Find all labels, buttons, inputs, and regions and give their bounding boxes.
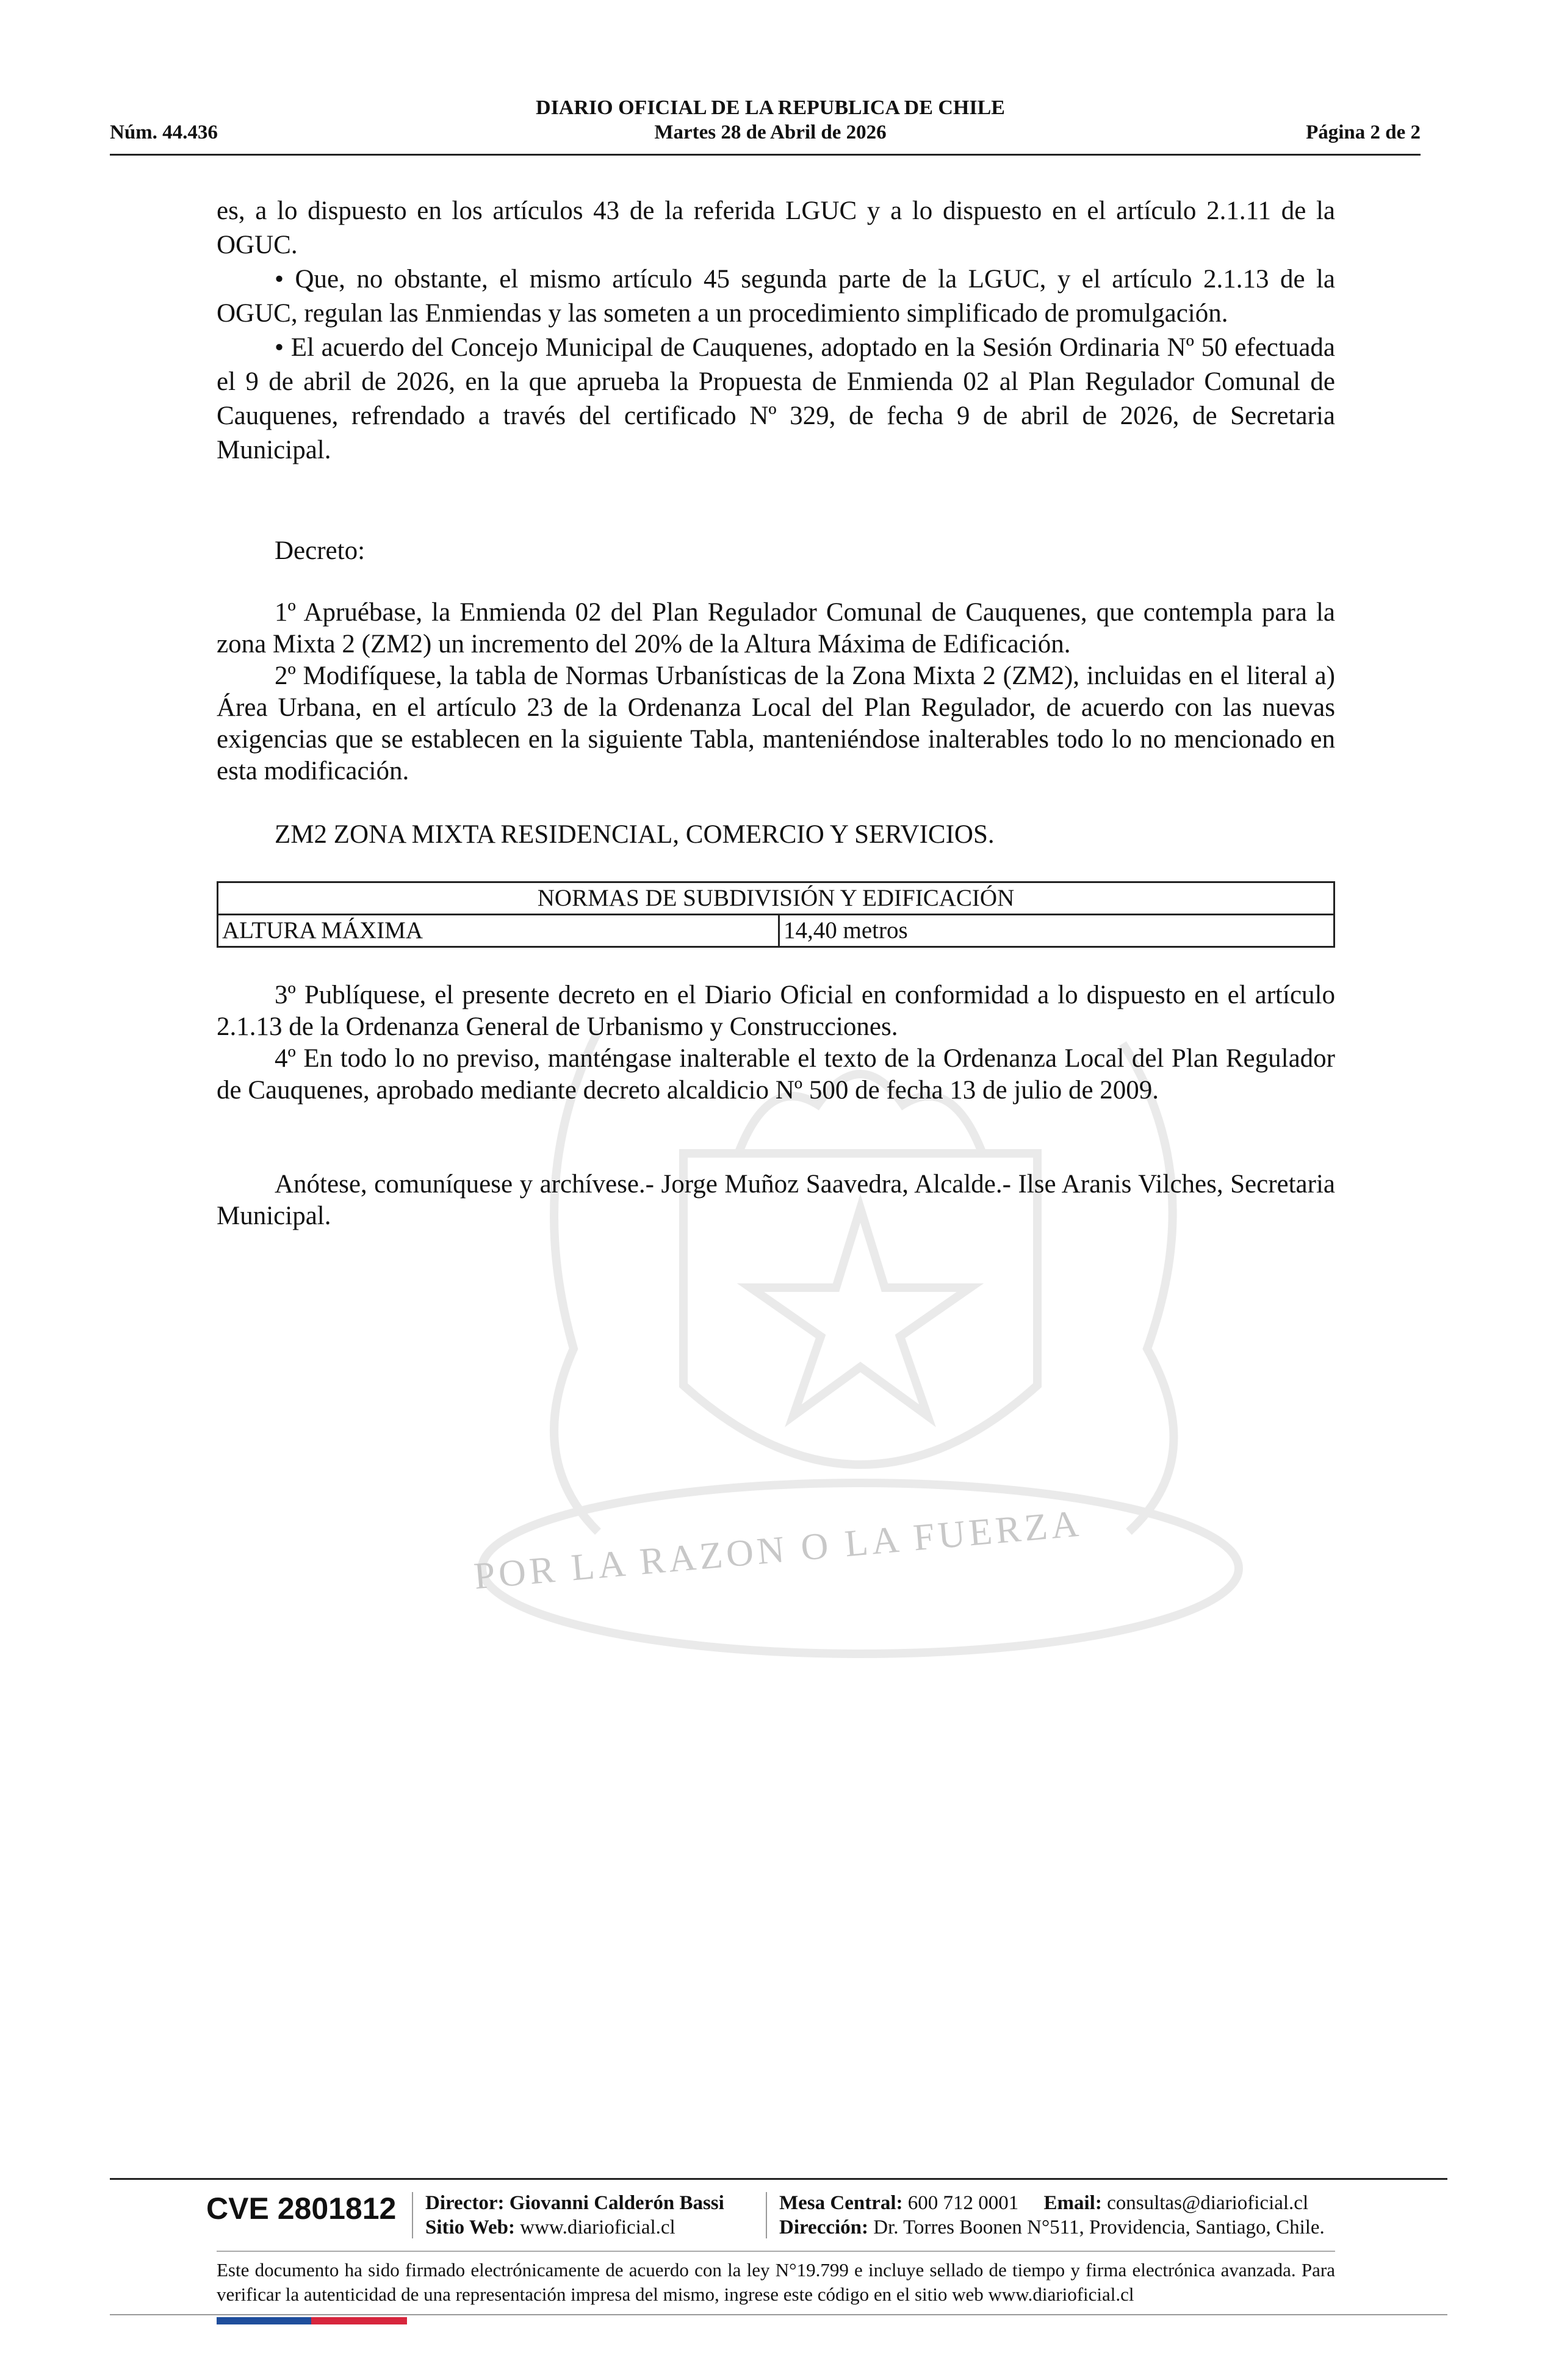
watermark-motto: POR LA RAZON O LA FUERZA [472, 1502, 1084, 1598]
table-row [218, 915, 1334, 947]
director-label: Director: [425, 2192, 505, 2214]
footer-separator [412, 2192, 413, 2238]
address-label: Dirección: [779, 2216, 869, 2238]
website-link[interactable]: www.diarioficial.cl [520, 2216, 675, 2238]
cve-code: CVE 2801812 [206, 2191, 397, 2226]
phone-label: Mesa Central: [779, 2192, 903, 2214]
decreto-heading-block [217, 534, 1335, 568]
phone-value: 600 712 0001 [907, 2192, 1019, 2214]
director-name: Giovanni Calderón Bassi [509, 2192, 724, 2214]
contact-line [779, 2191, 1308, 2215]
flag-stripe-blue [217, 2317, 311, 2324]
flag-stripe-red [311, 2317, 407, 2324]
closing-block [217, 1169, 1335, 1232]
zone-title: ZM2 ZONA MIXTA RESIDENCIAL, COMERCIO Y SERVICIOS. [275, 820, 995, 849]
issue-number: Núm. 44.436 [110, 121, 218, 143]
director-line [425, 2191, 724, 2215]
footer-bottom-divider [110, 2314, 1447, 2315]
table-header: NORMAS DE SUBDIVISIÓN Y EDIFICACIÓN [218, 882, 1334, 915]
paragraph-continuation: es, a lo dispuesto en los artículos 43 de la referida LGUC y a lo dispuesto en el artículo 2.1.11 de la OGUC. [217, 197, 1335, 259]
article-3: 3º Publíquese, el presente decreto en el Diario Oficial en conformidad a lo dispuesto en el artículo 2.1.13 de la Ordenanza General de Urbanismo y Construcciones. [217, 981, 1335, 1041]
newspaper-title: DIARIO OFICIAL DE LA REPUBLICA DE CHILE [536, 96, 1005, 119]
table-cell-value: 14,40 metros [779, 915, 1334, 947]
signature-disclaimer: Este documento ha sido firmado electrónicamente de acuerdo con la ley N°19.799 e incluye sellado de tiempo y firma electrónica avanzada. Para verificar la autenticidad de una representación impresa del mismo, ingrese este código en el sitio web www.diarioficial.cl [217, 2259, 1335, 2305]
zone-title-block [217, 818, 1335, 852]
header-divider [110, 154, 1421, 156]
paragraph-council-agreement: • El acuerdo del Concejo Municipal de Cauquenes, adoptado en la Sesión Ordinaria Nº 50 efectuada el 9 de abril de 2026, en la que aprueba la Propuesta de Enmienda 02 al Plan Regulador Comunal de Cauquenes, refrendado a través del certificado Nº 329, de fecha 9 de abril de 2026, de Secretaria Municipal. [217, 333, 1335, 464]
paragraph-whereas-enmiendas: • Que, no obstante, el mismo artículo 45 segunda parte de la LGUC, y el artículo 2.1.13 de la OGUC, regulan las Enmiendas y las someten a un procedimiento simplificado de promulgación. [217, 265, 1335, 328]
email-link[interactable]: consultas@diarioficial.cl [1107, 2192, 1309, 2214]
article-1: 1º Apruébase, la Enmienda 02 del Plan Regulador Comunal de Cauquenes, que contempla para la zona Mixta 2 (ZM2) un incremento del 20% de la Altura Máxima de Edificación. [217, 598, 1335, 658]
page-indicator: Página 2 de 2 [1306, 121, 1421, 143]
email-label: Email: [1043, 2192, 1102, 2214]
norms-table [217, 881, 1335, 948]
website-line [425, 2215, 675, 2240]
footer-separator-2 [766, 2192, 767, 2238]
footer-divider [110, 2178, 1447, 2180]
article-2: 2º Modifíquese, la tabla de Normas Urbanísticas de la Zona Mixta 2 (ZM2), incluidas en el literal a) Área Urbana, en el artículo 23 de la Ordenanza Local del Plan Regulador, de acuerdo con las nuevas exigencias que se establecen en la siguiente Tabla, manteniéndose inalterables todo lo no mencionado en esta modificación. [217, 662, 1335, 785]
closing-signatures: Anótese, comuníquese y archívese.- Jorge Muñoz Saavedra, Alcalde.- Ilse Aranis Vilches, Secretaria Municipal. [217, 1170, 1335, 1230]
considerations-block [217, 194, 1335, 467]
decree-articles-block [217, 597, 1335, 787]
address-line [779, 2215, 1325, 2240]
issue-date: Martes 28 de Abril de 2026 [654, 121, 887, 143]
address-value: Dr. Torres Boonen N°511, Providencia, Santiago, Chile. [873, 2216, 1325, 2238]
footer-thin-divider [217, 2251, 1335, 2252]
article-4: 4º En todo lo no previso, manténgase inalterable el texto de la Ordenanza Local del Plan Regulador de Cauquenes, aprobado mediante decreto alcaldicio Nº 500 de fecha 13 de julio de 2009. [217, 1044, 1335, 1105]
decree-articles-block-2 [217, 979, 1335, 1106]
table-cell-label: ALTURA MÁXIMA [218, 915, 779, 947]
table-header-row [218, 882, 1334, 915]
website-label: Sitio Web: [425, 2216, 516, 2238]
decreto-heading: Decreto: [275, 536, 366, 565]
